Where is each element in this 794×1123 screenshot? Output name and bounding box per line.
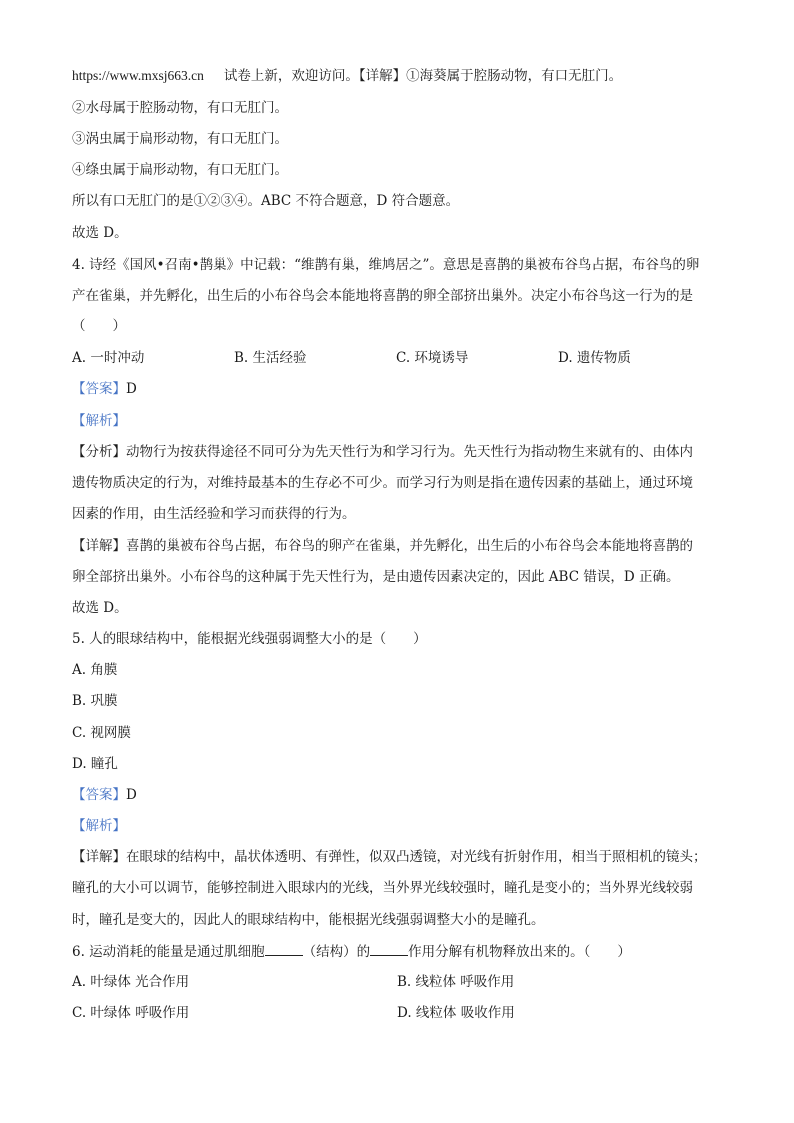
q4-conclusion: 故选 D。	[72, 600, 128, 616]
q4-stem-line-1: 4. 诗经《国风•召南•鹊巢》中记载：“维鹊有巢，维鸠居之”。意思是喜鹊的巢被布谷鸟占据，布谷鸟的卵	[72, 257, 700, 273]
q4-option-b: B. 生活经验	[234, 350, 307, 366]
q5-xiangjie-line-3: 时，瞳孔是变大的，因此人的眼球结构中，能根据光线强弱调整大小的是瞳孔。	[72, 912, 545, 928]
q4-fenxi-line-2: 遗传物质决定的行为，对维持最基本的生存必不可少。而学习行为则是指在遗传因素的基础上，通过环境	[72, 475, 693, 491]
q3-xiangjie-line-5: 所以有口无肛门的是①②③④。ABC 不符合题意，D 符合题意。	[72, 193, 460, 209]
q6-option-b: B. 线粒体 呼吸作用	[397, 974, 515, 990]
q4-xiangjie-line-1: 【详解】喜鹊的巢被布谷鸟占据，布谷鸟的卵产在雀巢，并先孵化，出生后的小布谷鸟会本能地将喜鹊的	[72, 538, 693, 554]
q6-options-row-2	[72, 1005, 732, 1021]
q3-xiangjie-line-2: ②水母属于腔肠动物，有口无肛门。	[72, 100, 288, 116]
q4-answer-value: D	[126, 381, 137, 397]
q4-answer-tag: 【答案】	[72, 381, 126, 397]
q3-xiangjie-line-1: 【详解】①海葵属于腔肠动物，有口无肛门。	[358, 68, 623, 84]
q6-option-a: A. 叶绿体 光合作用	[72, 974, 190, 990]
q6-stem-part-3: 作用分解有机物释放出来的。（ ）	[408, 944, 631, 960]
q5-answer	[72, 787, 732, 803]
q5-analysis-tag: 【解析】	[72, 818, 126, 834]
q4-options	[72, 350, 732, 366]
q5-answer-tag: 【答案】	[72, 787, 126, 803]
q4-fenxi-line-3: 因素的作用，由生活经验和学习而获得的行为。	[72, 506, 356, 522]
q4-option-d: D. 遗传物质	[558, 350, 631, 366]
q3-conclusion: 故选 D。	[72, 225, 128, 241]
q4-stem-line-2: 产在雀巢，并先孵化，出生后的小布谷鸟会本能地将喜鹊的卵全部挤出巢外。决定小布谷鸟这一行为的是	[72, 288, 693, 304]
q6-options-row-1	[72, 974, 732, 990]
q5-option-b: B. 巩膜	[72, 693, 118, 709]
q4-stem-line-3: （ ）	[72, 318, 126, 334]
q6-stem-part-1: 6. 运动消耗的能量是通过肌细胞	[72, 944, 265, 960]
q4-xiangjie-line-2: 卵全部挤出巢外。小布谷鸟的这种属于先天性行为，是由遗传因素决定的，因此 ABC 错误，D 正确。	[72, 569, 680, 585]
q5-stem: 5. 人的眼球结构中，能根据光线强弱调整大小的是（ ）	[72, 631, 427, 647]
q5-option-a: A. 角膜	[72, 662, 118, 678]
q4-fenxi-line-1: 【分析】动物行为按获得途径不同可分为先天性行为和学习行为。先天性行为指动物生来就有的、由体内	[72, 444, 693, 460]
q4-option-c: C. 环境诱导	[396, 350, 469, 366]
q6-blank-2	[370, 943, 408, 956]
q6-option-c: C. 叶绿体 呼吸作用	[72, 1005, 190, 1021]
q6-stem	[72, 943, 732, 960]
q5-answer-value: D	[126, 787, 137, 803]
q5-xiangjie-line-2: 瞳孔的大小可以调节，能够控制进入眼球内的光线，当外界光线较强时，瞳孔是变小的；当外界光线较弱	[72, 880, 693, 896]
q4-option-a: A. 一时冲动	[72, 350, 145, 366]
q3-xiangjie-line-3: ③涡虫属于扁形动物，有口无肛门。	[72, 131, 288, 147]
q5-option-d: D. 瞳孔	[72, 756, 118, 772]
q4-answer	[72, 381, 732, 397]
q6-blank-1	[265, 943, 303, 956]
q6-stem-part-2: （结构）的	[302, 944, 371, 960]
header-line	[72, 68, 732, 84]
q4-analysis-tag: 【解析】	[72, 413, 126, 429]
q6-option-d: D. 线粒体 吸收作用	[397, 1005, 515, 1021]
source-url[interactable]: https://www.mxsj663.cn	[72, 68, 204, 83]
q3-xiangjie-line-4: ④绦虫属于扁形动物，有口无肛门。	[72, 162, 288, 178]
q5-xiangjie-line-1: 【详解】在眼球的结构中，晶状体透明、有弹性，似双凸透镜，对光线有折射作用，相当于照相机的镜头；	[72, 849, 707, 865]
q5-option-c: C. 视网膜	[72, 725, 131, 741]
site-notice: 试卷上新，欢迎访问。	[223, 68, 359, 84]
